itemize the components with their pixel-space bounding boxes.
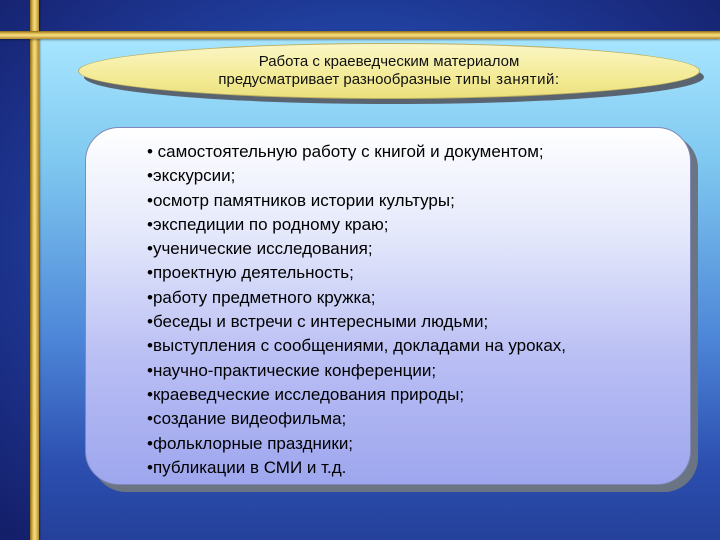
horizontal-gold-bar xyxy=(0,31,720,39)
heading-oval xyxy=(78,43,700,99)
content-box xyxy=(85,127,691,485)
list-item: •научно-практические конференции; xyxy=(147,360,437,380)
list-item: •выступления с сообщениями, докладами на уроках, xyxy=(147,336,567,356)
list-item: •фольклорные праздники; xyxy=(147,433,354,453)
heading-line-2-prefix: предусматривает разнообразные xyxy=(218,71,456,88)
list-item: • самостоятельную работу с книгой и документом; xyxy=(147,142,544,161)
list-item: •проектную деятельность; xyxy=(147,263,354,283)
list-item: •публикации в СМИ и т.д. xyxy=(147,457,347,477)
list-item: •осмотр памятников истории культуры; xyxy=(147,190,455,210)
heading-line-1: Работа с краеведческим материалом xyxy=(258,53,520,70)
heading-line-2-emphasis: типы занятий: xyxy=(455,71,560,88)
list-item: •экскурсии; xyxy=(147,166,236,186)
list-item: •экспедиции по родному краю; xyxy=(147,214,389,234)
list-item: •краеведческие исследования природы; xyxy=(147,384,465,404)
vertical-gold-bar xyxy=(30,0,39,540)
list-item: •беседы и встречи с интересными людьми; xyxy=(147,312,489,332)
activities-list xyxy=(147,140,690,480)
list-item: •работу предметного кружка; xyxy=(147,287,376,307)
list-item: •ученические исследования; xyxy=(147,239,373,259)
list-item: •создание видеофильма; xyxy=(147,409,347,429)
heading-line-2 xyxy=(218,71,559,89)
